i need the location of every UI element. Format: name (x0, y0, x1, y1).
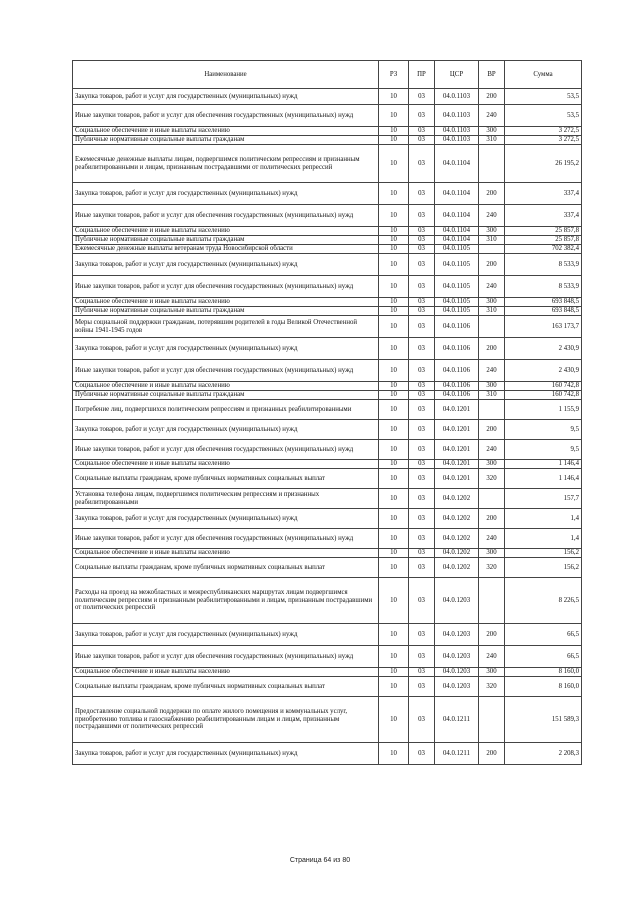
table-row (73, 89, 582, 105)
table-row (73, 578, 582, 624)
table-row (73, 668, 582, 677)
table-cell-sum: 3 272,5 (505, 136, 582, 145)
table-cell-csr: 04.0.1103 (435, 105, 479, 127)
table-cell-vr: 200 (479, 183, 505, 205)
table-row (73, 646, 582, 668)
table-cell-vr: 310 (479, 136, 505, 145)
table-row (73, 529, 582, 549)
table-cell-rz: 10 (379, 677, 409, 697)
table-cell-rz: 10 (379, 668, 409, 677)
header-vr: ВР (479, 61, 505, 89)
table-row (73, 360, 582, 382)
table-row (73, 743, 582, 765)
table-cell-name: Публичные нормативные социальные выплаты гражданам (73, 307, 379, 316)
table-row (73, 549, 582, 558)
header-name: Наименование (73, 61, 379, 89)
table-cell-vr: 200 (479, 254, 505, 276)
table-cell-pr: 03 (409, 558, 435, 578)
table-cell-sum: 53,5 (505, 89, 582, 105)
table-cell-csr: 04.0.1211 (435, 743, 479, 765)
table-cell-pr: 03 (409, 127, 435, 136)
table-cell-name: Иные закупки товаров, работ и услуг для обеспечения государственных (муниципальных) нужд (73, 646, 379, 668)
table-cell-sum: 66,5 (505, 624, 582, 646)
table-row (73, 624, 582, 646)
table-row (73, 183, 582, 205)
table-body (73, 89, 582, 765)
table-cell-vr: 310 (479, 236, 505, 245)
table-cell-name: Иные закупки товаров, работ и услуг для обеспечения государственных (муниципальных) нужд (73, 276, 379, 298)
table-cell-sum: 2 430,9 (505, 338, 582, 360)
table-cell-vr (479, 245, 505, 254)
table-cell-vr: 200 (479, 338, 505, 360)
table-cell-rz: 10 (379, 227, 409, 236)
table-cell-sum: 151 589,3 (505, 697, 582, 743)
table-cell-pr: 03 (409, 136, 435, 145)
table-cell-name: Публичные нормативные социальные выплаты гражданам (73, 136, 379, 145)
table-cell-csr: 04.0.1203 (435, 677, 479, 697)
table-cell-rz: 10 (379, 298, 409, 307)
table-cell-csr: 04.0.1202 (435, 549, 479, 558)
table-cell-pr: 03 (409, 469, 435, 489)
table-cell-pr: 03 (409, 360, 435, 382)
table-cell-csr: 04.0.1104 (435, 205, 479, 227)
table-cell-rz: 10 (379, 254, 409, 276)
table-cell-rz: 10 (379, 697, 409, 743)
budget-table (72, 60, 582, 765)
table-row (73, 105, 582, 127)
table-cell-sum: 693 848,5 (505, 307, 582, 316)
table-header-row (73, 61, 582, 89)
table-cell-name: Социальные выплаты гражданам, кроме публичных нормативных социальных выплат (73, 677, 379, 697)
table-cell-csr: 04.0.1105 (435, 254, 479, 276)
table-cell-sum: 8 533,9 (505, 276, 582, 298)
table-cell-sum: 157,7 (505, 489, 582, 509)
table-cell-vr: 300 (479, 227, 505, 236)
table-row (73, 697, 582, 743)
table-cell-csr: 04.0.1203 (435, 646, 479, 668)
table-cell-name: Закупка товаров, работ и услуг для государственных (муниципальных) нужд (73, 624, 379, 646)
table-row (73, 298, 582, 307)
table-cell-pr: 03 (409, 245, 435, 254)
table-cell-name: Предоставление социальной поддержки по оплате жилого помещения и коммунальных услуг, приобретению топлива и газоснабжению реабилитированным лицам и лицам, признанным пострадавшими от политических репрессий (73, 697, 379, 743)
table-cell-name: Социальное обеспечение и иные выплаты населению (73, 227, 379, 236)
table-cell-name: Иные закупки товаров, работ и услуг для обеспечения государственных (муниципальных) нужд (73, 440, 379, 460)
table-cell-name: Публичные нормативные социальные выплаты гражданам (73, 236, 379, 245)
table-cell-name: Социальное обеспечение и иные выплаты населению (73, 382, 379, 391)
table-cell-rz: 10 (379, 460, 409, 469)
header-csr: ЦСР (435, 61, 479, 89)
table-row (73, 145, 582, 183)
table-cell-pr: 03 (409, 236, 435, 245)
table-cell-name: Иные закупки товаров, работ и услуг для обеспечения государственных (муниципальных) нужд (73, 205, 379, 227)
table-cell-name: Социальное обеспечение и иные выплаты населению (73, 549, 379, 558)
table-cell-vr: 240 (479, 205, 505, 227)
table-cell-rz: 10 (379, 89, 409, 105)
table-cell-pr: 03 (409, 89, 435, 105)
table-cell-vr: 240 (479, 276, 505, 298)
table-cell-rz: 10 (379, 489, 409, 509)
table-cell-pr: 03 (409, 697, 435, 743)
table-cell-csr: 04.0.1105 (435, 276, 479, 298)
table-row (73, 245, 582, 254)
table-cell-name: Закупка товаров, работ и услуг для государственных (муниципальных) нужд (73, 183, 379, 205)
table-cell-csr: 04.0.1106 (435, 316, 479, 338)
table-cell-csr: 04.0.1105 (435, 307, 479, 316)
table-cell-vr: 310 (479, 391, 505, 400)
table-cell-csr: 04.0.1202 (435, 489, 479, 509)
table-cell-name: Закупка товаров, работ и услуг для государственных (муниципальных) нужд (73, 338, 379, 360)
table-row (73, 460, 582, 469)
table-cell-rz: 10 (379, 360, 409, 382)
table-cell-pr: 03 (409, 145, 435, 183)
table-cell-sum: 337,4 (505, 183, 582, 205)
table-cell-rz: 10 (379, 509, 409, 529)
table-cell-pr: 03 (409, 400, 435, 420)
table-cell-pr: 03 (409, 382, 435, 391)
table-cell-rz: 10 (379, 440, 409, 460)
table-cell-pr: 03 (409, 276, 435, 298)
table-cell-vr (479, 316, 505, 338)
page-number: Страница 64 из 80 (289, 857, 351, 864)
table-row (73, 127, 582, 136)
table-cell-sum: 25 857,8 (505, 227, 582, 236)
table-row (73, 205, 582, 227)
table-cell-pr: 03 (409, 420, 435, 440)
table-cell-vr: 240 (479, 646, 505, 668)
table-cell-csr: 04.0.1106 (435, 360, 479, 382)
table-cell-sum: 1 146,4 (505, 469, 582, 489)
table-cell-vr (479, 145, 505, 183)
table-cell-sum: 160 742,8 (505, 391, 582, 400)
table-cell-csr: 04.0.1201 (435, 469, 479, 489)
table-cell-pr: 03 (409, 440, 435, 460)
table-cell-pr: 03 (409, 549, 435, 558)
table-cell-pr: 03 (409, 624, 435, 646)
table-cell-pr: 03 (409, 105, 435, 127)
table-cell-vr: 240 (479, 105, 505, 127)
table-cell-pr: 03 (409, 391, 435, 400)
table-cell-sum: 337,4 (505, 205, 582, 227)
table-cell-sum: 1,4 (505, 529, 582, 549)
table-cell-sum: 163 173,7 (505, 316, 582, 338)
table-cell-name: Ежемесячные денежные выплаты лицам, подвергшимся политическим репрессиям и признанным реабилитированными и лицам, признанным пострадавшими от политических репрессий (73, 145, 379, 183)
table-cell-rz: 10 (379, 558, 409, 578)
table-row (73, 276, 582, 298)
table-cell-vr: 300 (479, 382, 505, 391)
table-cell-csr: 04.0.1106 (435, 382, 479, 391)
table-cell-pr: 03 (409, 205, 435, 227)
table-cell-name: Социальные выплаты гражданам, кроме публичных нормативных социальных выплат (73, 469, 379, 489)
table-cell-vr (479, 400, 505, 420)
table-row (73, 558, 582, 578)
table-cell-csr: 04.0.1105 (435, 245, 479, 254)
table-cell-rz: 10 (379, 624, 409, 646)
table-cell-csr: 04.0.1203 (435, 624, 479, 646)
table-cell-csr: 04.0.1203 (435, 578, 479, 624)
table-cell-name: Иные закупки товаров, работ и услуг для обеспечения государственных (муниципальных) нужд (73, 529, 379, 549)
table-cell-name: Ежемесячные денежные выплаты ветеранам труда Новосибирской области (73, 245, 379, 254)
table-cell-vr: 320 (479, 677, 505, 697)
table-cell-sum: 8 533,9 (505, 254, 582, 276)
table-cell-pr: 03 (409, 578, 435, 624)
table-cell-pr: 03 (409, 743, 435, 765)
table-cell-sum: 156,2 (505, 549, 582, 558)
table-cell-rz: 10 (379, 276, 409, 298)
table-cell-csr: 04.0.1201 (435, 400, 479, 420)
table-cell-vr: 310 (479, 307, 505, 316)
header-rz: РЗ (379, 61, 409, 89)
table-row (73, 469, 582, 489)
table-cell-rz: 10 (379, 245, 409, 254)
table-cell-sum: 2 430,9 (505, 360, 582, 382)
table-cell-name: Иные закупки товаров, работ и услуг для обеспечения государственных (муниципальных) нужд (73, 360, 379, 382)
table-cell-rz: 10 (379, 469, 409, 489)
table-cell-sum: 66,5 (505, 646, 582, 668)
table-cell-vr: 320 (479, 558, 505, 578)
table-cell-name: Закупка товаров, работ и услуг для государственных (муниципальных) нужд (73, 89, 379, 105)
table-cell-rz: 10 (379, 183, 409, 205)
table-row (73, 440, 582, 460)
table-cell-pr: 03 (409, 509, 435, 529)
table-row (73, 382, 582, 391)
table-cell-name: Закупка товаров, работ и услуг для государственных (муниципальных) нужд (73, 743, 379, 765)
table-cell-vr: 300 (479, 460, 505, 469)
table-cell-csr: 04.0.1201 (435, 440, 479, 460)
table-cell-rz: 10 (379, 382, 409, 391)
table-cell-csr: 04.0.1201 (435, 460, 479, 469)
header-pr: ПР (409, 61, 435, 89)
table-row (73, 316, 582, 338)
table-cell-vr (479, 697, 505, 743)
table-cell-vr (479, 489, 505, 509)
table-cell-name: Погребение лиц, подвергшихся политическим репрессиям и признанных реабилитированными (73, 400, 379, 420)
table-cell-name: Социальное обеспечение и иные выплаты населению (73, 127, 379, 136)
table-row (73, 400, 582, 420)
table-cell-csr: 04.0.1202 (435, 529, 479, 549)
table-cell-vr (479, 578, 505, 624)
table-cell-sum: 160 742,8 (505, 382, 582, 391)
table-cell-vr: 240 (479, 440, 505, 460)
table-cell-pr: 03 (409, 529, 435, 549)
table-cell-rz: 10 (379, 529, 409, 549)
table-row (73, 307, 582, 316)
table-cell-rz: 10 (379, 743, 409, 765)
table-cell-csr: 04.0.1211 (435, 697, 479, 743)
table-cell-rz: 10 (379, 205, 409, 227)
table-cell-vr: 200 (479, 509, 505, 529)
table-row (73, 489, 582, 509)
table-cell-rz: 10 (379, 400, 409, 420)
table-cell-csr: 04.0.1104 (435, 236, 479, 245)
table-cell-vr: 300 (479, 298, 505, 307)
table-cell-sum: 2 208,3 (505, 743, 582, 765)
table-cell-vr: 300 (479, 549, 505, 558)
table-cell-sum: 9,5 (505, 440, 582, 460)
table-cell-vr: 300 (479, 127, 505, 136)
table-cell-rz: 10 (379, 549, 409, 558)
table-cell-rz: 10 (379, 420, 409, 440)
table-cell-csr: 04.0.1202 (435, 558, 479, 578)
table-cell-vr: 200 (479, 420, 505, 440)
table-row (73, 136, 582, 145)
table-cell-rz: 10 (379, 578, 409, 624)
table-cell-sum: 8 160,0 (505, 668, 582, 677)
table-cell-rz: 10 (379, 136, 409, 145)
table-row (73, 338, 582, 360)
table-cell-rz: 10 (379, 316, 409, 338)
table-cell-name: Социальное обеспечение и иные выплаты населению (73, 298, 379, 307)
table-cell-rz: 10 (379, 307, 409, 316)
table-cell-sum: 3 272,5 (505, 127, 582, 136)
table-cell-sum: 693 848,5 (505, 298, 582, 307)
table-cell-pr: 03 (409, 646, 435, 668)
table-cell-name: Установка телефона лицам, подвергшимся политическим репрессиям и признанных реабилитированными (73, 489, 379, 509)
table-cell-csr: 04.0.1106 (435, 391, 479, 400)
table-cell-csr: 04.0.1103 (435, 136, 479, 145)
table-cell-name: Социальное обеспечение и иные выплаты населению (73, 668, 379, 677)
table-row (73, 509, 582, 529)
table-cell-pr: 03 (409, 254, 435, 276)
table-cell-name: Социальное обеспечение и иные выплаты населению (73, 460, 379, 469)
table-cell-csr: 04.0.1104 (435, 145, 479, 183)
table-cell-rz: 10 (379, 646, 409, 668)
table-row (73, 420, 582, 440)
table-cell-name: Расходы на проезд на межобластных и межреспубликанских маршрутах лицам подвергшимся политическим репрессиям и признанным реабилитированными и лицам, признанным пострадавшими от политических репрессий (73, 578, 379, 624)
table-cell-name: Закупка товаров, работ и услуг для государственных (муниципальных) нужд (73, 509, 379, 529)
table-cell-sum: 25 857,8 (505, 236, 582, 245)
table-cell-vr: 300 (479, 668, 505, 677)
table-cell-name: Меры социальной поддержки гражданам, потерявшим родителей в годы Великой Отечественной войны 1941-1945 годов (73, 316, 379, 338)
table-cell-vr: 200 (479, 743, 505, 765)
table-cell-csr: 04.0.1105 (435, 298, 479, 307)
table-cell-csr: 04.0.1103 (435, 89, 479, 105)
table-cell-pr: 03 (409, 316, 435, 338)
table-cell-pr: 03 (409, 460, 435, 469)
table-cell-csr: 04.0.1203 (435, 668, 479, 677)
table-row (73, 227, 582, 236)
table-cell-sum: 26 195,2 (505, 145, 582, 183)
table-cell-name: Публичные нормативные социальные выплаты гражданам (73, 391, 379, 400)
table-cell-csr: 04.0.1106 (435, 338, 479, 360)
table-row (73, 254, 582, 276)
table-cell-csr: 04.0.1104 (435, 183, 479, 205)
table-cell-rz: 10 (379, 391, 409, 400)
table-cell-pr: 03 (409, 338, 435, 360)
table-cell-rz: 10 (379, 105, 409, 127)
table-cell-sum: 1 155,9 (505, 400, 582, 420)
table-cell-name: Социальные выплаты гражданам, кроме публичных нормативных социальных выплат (73, 558, 379, 578)
table-cell-rz: 10 (379, 127, 409, 136)
table-cell-vr: 240 (479, 529, 505, 549)
table-cell-csr: 04.0.1202 (435, 509, 479, 529)
table-cell-pr: 03 (409, 489, 435, 509)
table-cell-pr: 03 (409, 227, 435, 236)
header-sum: Сумма (505, 61, 582, 89)
table-cell-csr: 04.0.1201 (435, 420, 479, 440)
table-cell-rz: 10 (379, 338, 409, 360)
table-cell-vr: 200 (479, 624, 505, 646)
table-cell-name: Закупка товаров, работ и услуг для государственных (муниципальных) нужд (73, 254, 379, 276)
table-cell-rz: 10 (379, 145, 409, 183)
table-cell-sum: 1 146,4 (505, 460, 582, 469)
table-cell-name: Закупка товаров, работ и услуг для государственных (муниципальных) нужд (73, 420, 379, 440)
table-cell-csr: 04.0.1104 (435, 227, 479, 236)
table-cell-sum: 8 226,5 (505, 578, 582, 624)
table-cell-vr: 320 (479, 469, 505, 489)
table-cell-sum: 702 382,4 (505, 245, 582, 254)
table-cell-pr: 03 (409, 307, 435, 316)
table-cell-vr: 240 (479, 360, 505, 382)
table-cell-sum: 53,5 (505, 105, 582, 127)
table-cell-name: Иные закупки товаров, работ и услуг для обеспечения государственных (муниципальных) нужд (73, 105, 379, 127)
table-cell-csr: 04.0.1103 (435, 127, 479, 136)
table-row (73, 677, 582, 697)
table-cell-pr: 03 (409, 298, 435, 307)
table-cell-sum: 9,5 (505, 420, 582, 440)
table-row (73, 236, 582, 245)
table-row (73, 391, 582, 400)
table-cell-pr: 03 (409, 183, 435, 205)
table-cell-sum: 1,4 (505, 509, 582, 529)
table-cell-sum: 156,2 (505, 558, 582, 578)
table-cell-pr: 03 (409, 677, 435, 697)
table-cell-rz: 10 (379, 236, 409, 245)
table-cell-sum: 8 160,0 (505, 677, 582, 697)
table-cell-pr: 03 (409, 668, 435, 677)
table-cell-vr: 200 (479, 89, 505, 105)
